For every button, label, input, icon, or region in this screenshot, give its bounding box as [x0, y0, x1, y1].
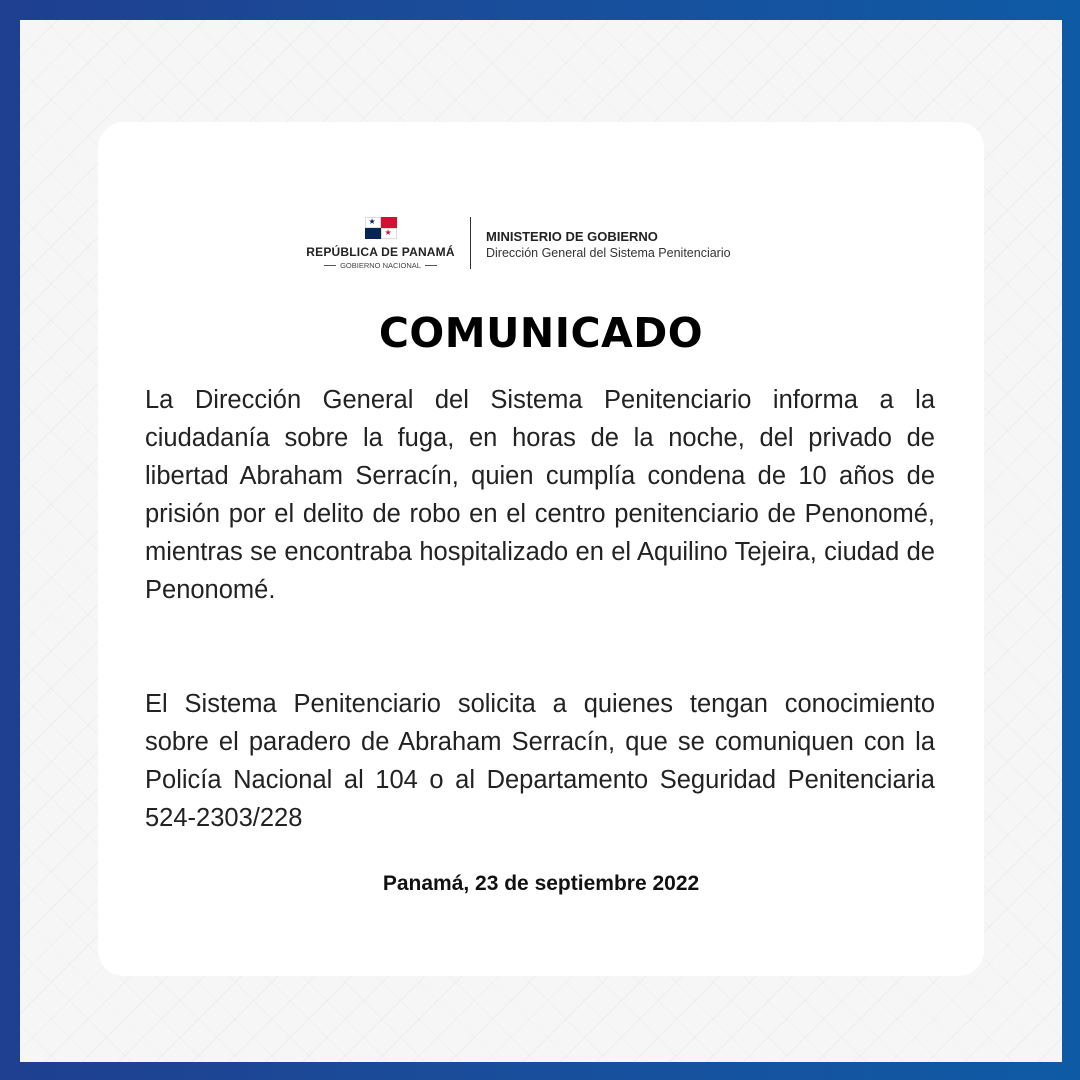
notice-paragraph-2: El Sistema Penitenciario solicita a quienes tengan conocimiento sobre el paradero de Abraham Serracín, que se comuniquen con la Policía Nacional al 104 o al Departamento Seguridad Penitenciaria 524-2303/228	[145, 690, 935, 832]
header-divider	[470, 217, 471, 269]
notice-title: COMUNICADO	[378, 309, 704, 357]
republic-logo	[303, 217, 458, 272]
ministry-block	[486, 229, 786, 260]
republic-name: REPÚBLICA DE PANAMÁ	[306, 245, 455, 259]
ministry-title: MINISTERIO DE GOBIERNO	[486, 229, 658, 244]
notice-date: Panamá, 23 de septiembre 2022	[382, 872, 700, 895]
ministry-subtitle: Dirección General del Sistema Penitenciario	[486, 246, 731, 260]
announcement-card	[98, 122, 984, 976]
government-label-row	[303, 261, 458, 270]
divider-dash	[425, 265, 437, 266]
divider-dash	[324, 265, 336, 266]
institution-header	[303, 217, 783, 272]
notice-paragraph-1: La Dirección General del Sistema Penitenciario informa a la ciudadanía sobre la fuga, en horas de la noche, del privado de libertad Abraham Serracín, quien cumplía condena de 10 años de prisión por el delito de robo en el centro penitenciario de Penonomé, mientras se encontraba hospitalizado en el Aquilino Tejeira, ciudad de Penonomé.	[145, 386, 935, 604]
panama-flag-icon: ★ ★	[365, 217, 397, 239]
government-label: GOBIERNO NACIONAL	[340, 261, 421, 270]
